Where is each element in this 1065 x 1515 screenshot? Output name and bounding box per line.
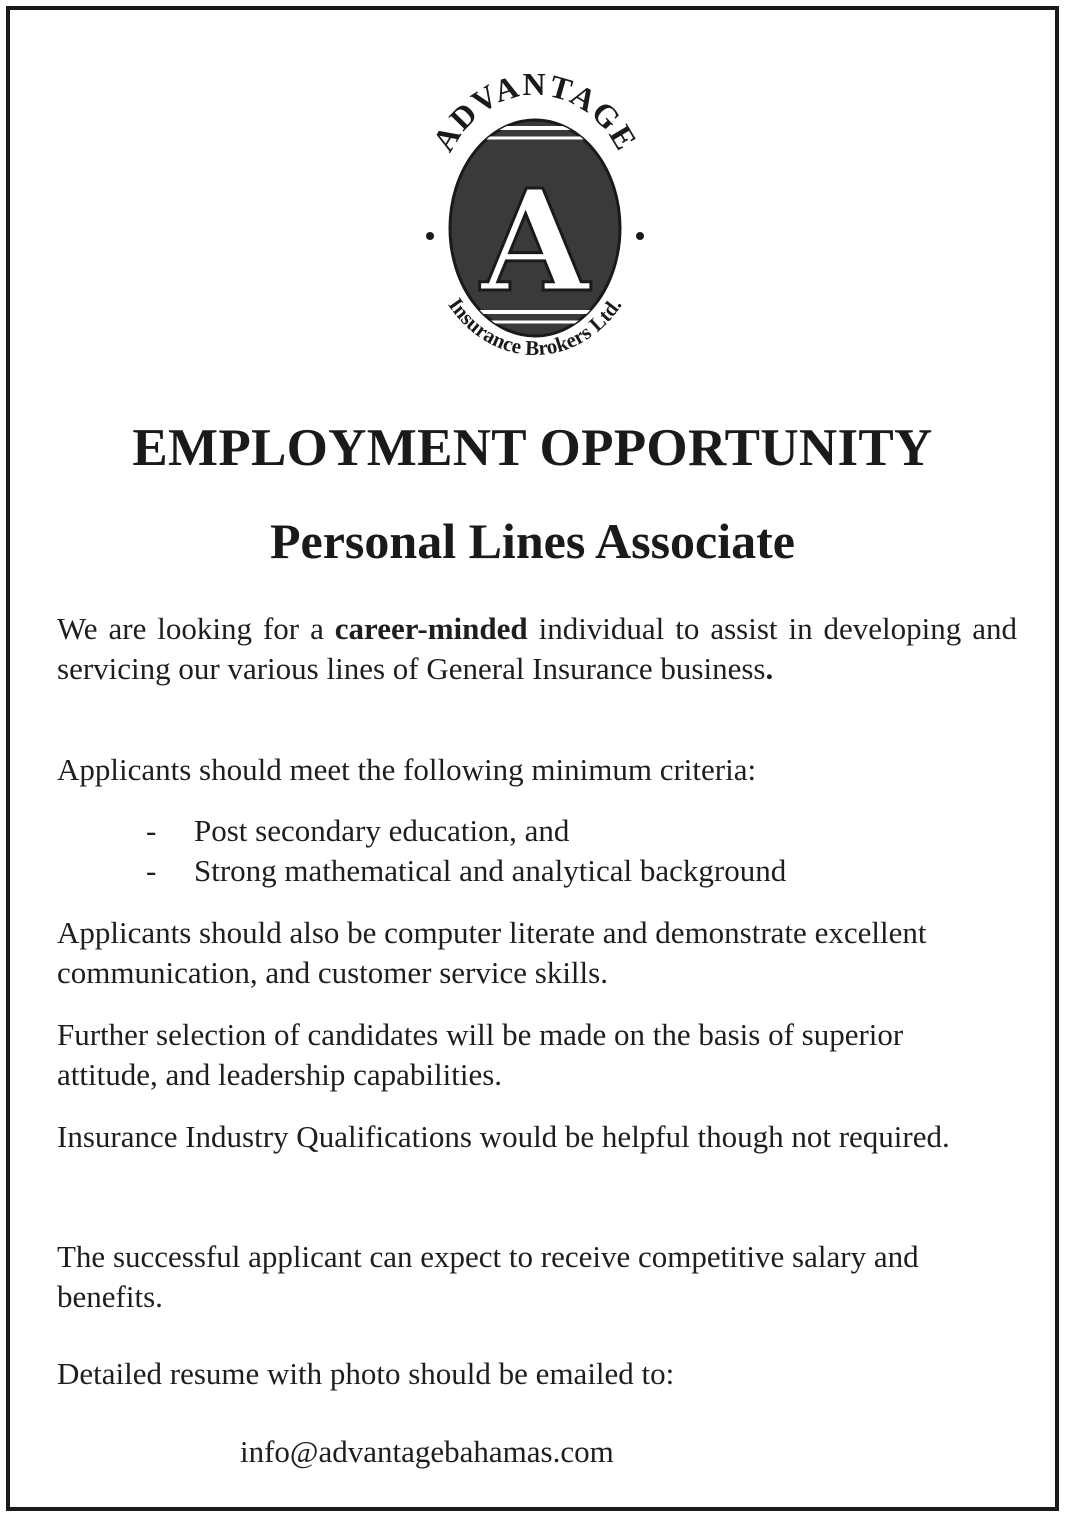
bullet-dash: - <box>146 813 157 848</box>
intro-text-start: We are looking for a <box>57 611 335 646</box>
criteria-intro: Applicants should meet the following minimum criteria: <box>57 752 757 787</box>
salary-paragraph: The successful applicant can expect to receive competitive salary and benefits. <box>57 1239 919 1314</box>
criteria-item-text: Strong mathematical and analytical background <box>194 853 787 888</box>
page-title: EMPLOYMENT OPPORTUNITY <box>132 419 933 477</box>
qualifications-paragraph: Insurance Industry Qualifications would be helpful though not required. <box>57 1119 950 1154</box>
advantage-logo-icon <box>400 50 670 395</box>
intro-emphasis: career-minded <box>334 611 528 646</box>
selection-paragraph: Further selection of candidates will be made on the basis of superior attitude, and leadership capabilities. <box>57 1017 904 1092</box>
logo-top-text: ADVANTAGE <box>424 66 646 158</box>
intro-period: . <box>765 651 774 686</box>
resume-instruction: Detailed resume with photo should be emailed to: <box>57 1356 675 1391</box>
intro-text-end: individual to assist in developing and servicing our various lines of General Insurance business <box>57 611 1017 686</box>
criteria-list <box>146 811 1006 891</box>
logo-letter: A <box>480 160 590 324</box>
job-title: Personal Lines Associate <box>270 513 795 569</box>
bullet-dash: - <box>146 853 157 888</box>
computer-skills-paragraph: Applicants should also be computer literate and demonstrate excellent communication, and customer service skills. <box>57 915 927 990</box>
intro-paragraph <box>57 609 1017 689</box>
criteria-item-text: Post secondary education, and <box>194 813 570 848</box>
list-item <box>146 811 1006 851</box>
list-item <box>146 851 1006 891</box>
contact-email: info@advantagebahamas.com <box>240 1434 614 1469</box>
logo-bottom-text: Insurance Brokers Ltd. <box>443 293 627 361</box>
